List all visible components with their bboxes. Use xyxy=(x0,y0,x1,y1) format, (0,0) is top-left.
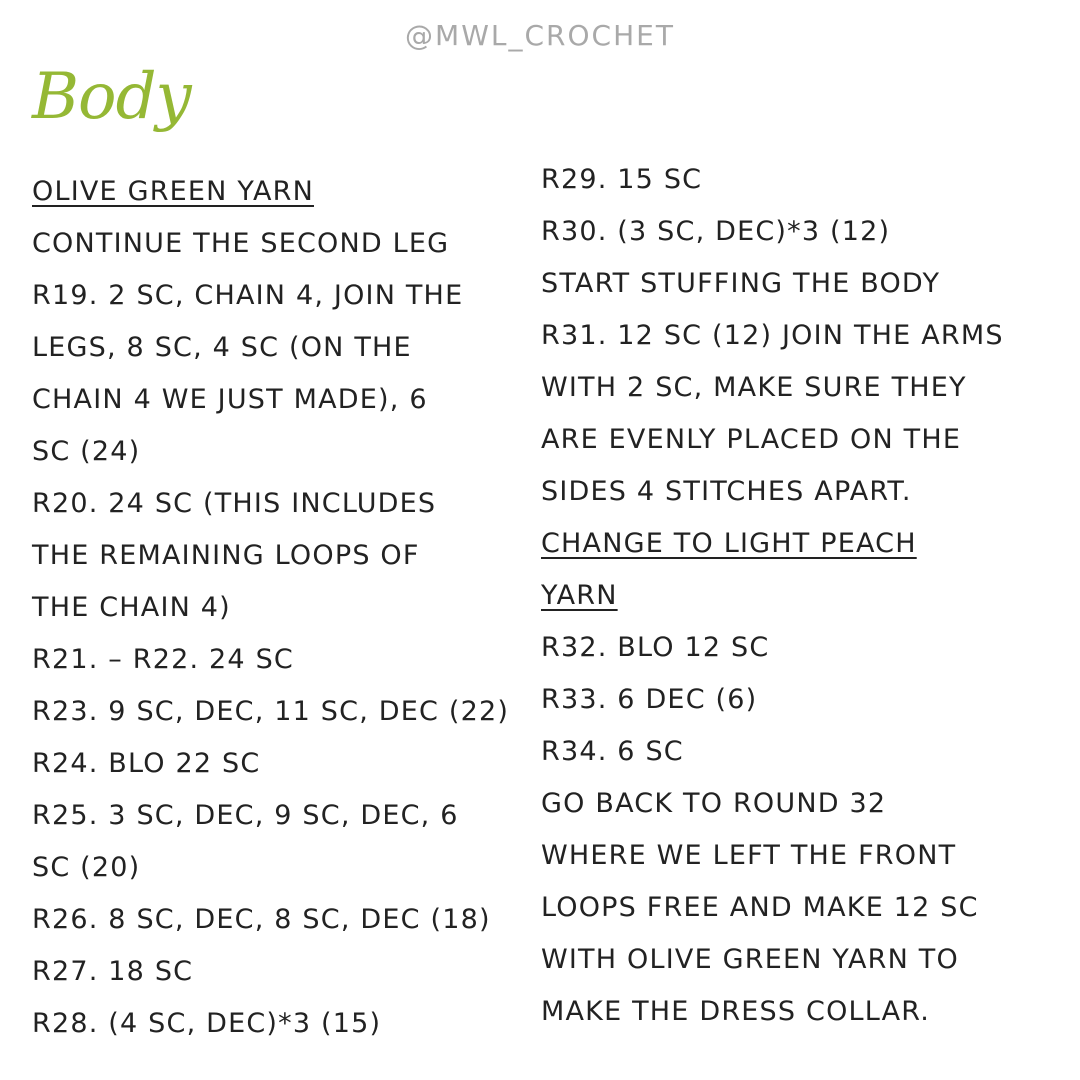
pattern-line: R28. (4 SC, DEC)*3 (15) xyxy=(32,1008,382,1039)
pattern-line: MAKE THE DRESS COLLAR. xyxy=(541,996,931,1027)
pattern-line: SC (20) xyxy=(32,852,141,883)
pattern-line: R23. 9 SC, DEC, 11 SC, DEC (22) xyxy=(32,696,510,727)
pattern-line: START STUFFING THE BODY xyxy=(541,268,941,299)
pattern-line: R31. 12 SC (12) JOIN THE ARMS xyxy=(541,320,1004,351)
pattern-line: LEGS, 8 SC, 4 SC (ON THE xyxy=(32,332,412,363)
pattern-line: R29. 15 SC xyxy=(541,164,703,195)
pattern-line: R33. 6 DEC (6) xyxy=(541,684,758,715)
pattern-line: ARE EVENLY PLACED ON THE xyxy=(541,424,962,455)
section-title: Body xyxy=(32,60,191,134)
pattern-line: R24. BLO 22 SC xyxy=(32,748,261,779)
pattern-line: GO BACK TO ROUND 32 xyxy=(541,788,887,819)
pattern-line: SC (24) xyxy=(32,436,141,467)
pattern-line: R27. 18 SC xyxy=(32,956,194,987)
pattern-line: THE CHAIN 4) xyxy=(32,592,231,623)
pattern-line: R19. 2 SC, CHAIN 4, JOIN THE xyxy=(32,280,464,311)
pattern-line: WHERE WE LEFT THE FRONT xyxy=(541,840,957,871)
pattern-line: R21. – R22. 24 SC xyxy=(32,644,294,675)
pattern-line: R25. 3 SC, DEC, 9 SC, DEC, 6 xyxy=(32,800,459,831)
pattern-line: SIDES 4 STITCHES APART. xyxy=(541,476,912,507)
pattern-line: R34. 6 SC xyxy=(541,736,684,767)
pattern-line: CHANGE TO LIGHT PEACH xyxy=(541,528,917,559)
pattern-line: THE REMAINING LOOPS OF xyxy=(32,540,420,571)
pattern-line: LOOPS FREE AND MAKE 12 SC xyxy=(541,892,979,923)
pattern-line: CONTINUE THE SECOND LEG xyxy=(32,228,450,259)
pattern-line: R30. (3 SC, DEC)*3 (12) xyxy=(541,216,891,247)
pattern-line: R32. BLO 12 SC xyxy=(541,632,770,663)
pattern-line: R26. 8 SC, DEC, 8 SC, DEC (18) xyxy=(32,904,491,935)
pattern-line: R20. 24 SC (THIS INCLUDES xyxy=(32,488,437,519)
account-handle: @MWL_CROCHET xyxy=(405,19,675,52)
pattern-line: CHAIN 4 WE JUST MADE), 6 xyxy=(32,384,428,415)
pattern-line: WITH 2 SC, MAKE SURE THEY xyxy=(541,372,967,403)
pattern-line: YARN xyxy=(541,580,618,611)
pattern-line: WITH OLIVE GREEN YARN TO xyxy=(541,944,959,975)
pattern-line: OLIVE GREEN YARN xyxy=(32,176,314,207)
